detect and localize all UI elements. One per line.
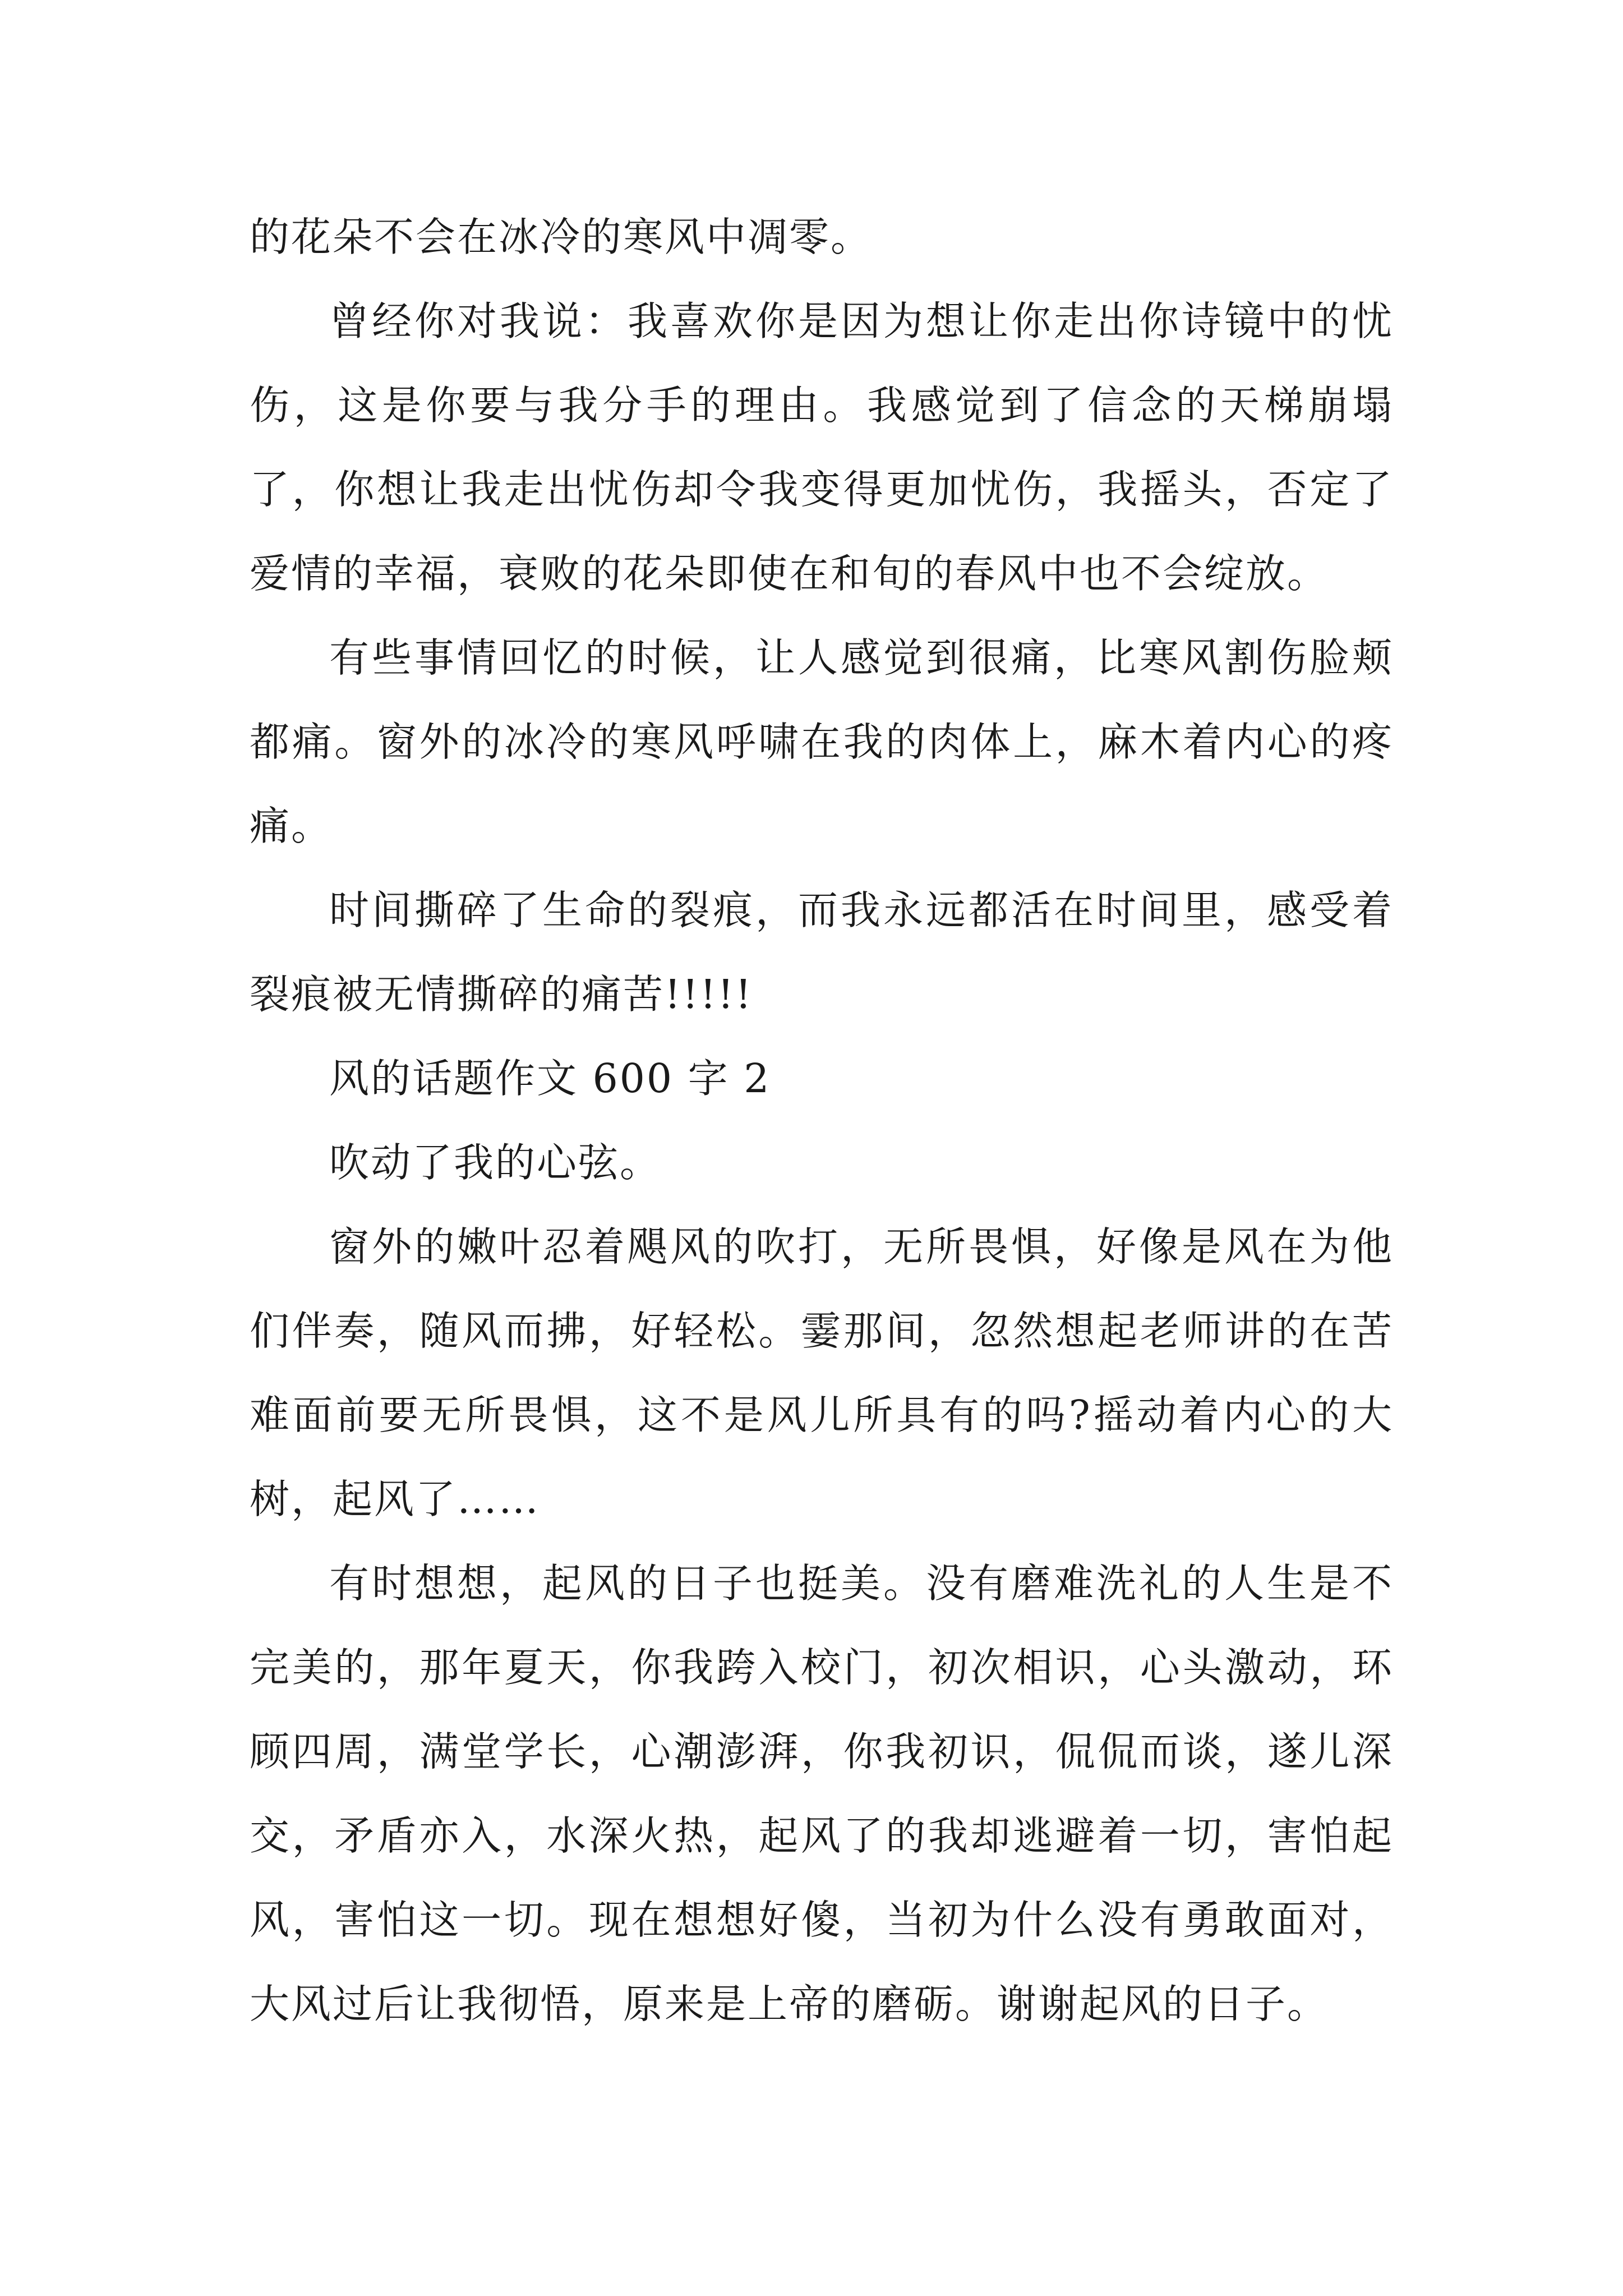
paragraph-7: 有时想想，起风的日子也挺美。没有磨难洗礼的人生是不完美的，那年夏天，你我跨入校门，初次相识，心头激动，环顾四周，满堂学长，心潮澎湃，你我初识，侃侃而谈，遂儿深交，矛盾亦入，水深火热，起风了的我却逃避着一切，害怕起风，害怕这一切。现在想想好傻，当初为什么没有勇敢面对，大风过后让我彻悟，原来是上帝的磨砺。谢谢起风的日子。 xyxy=(250,1560,1394,2027)
document-body xyxy=(250,195,1394,2046)
paragraph-4: 时间撕碎了生命的裂痕，而我永远都活在时间里，感受着裂痕被无情撕碎的痛苦!!!!! xyxy=(250,887,1394,1018)
section-heading: 风的话题作文 600 字 2 xyxy=(329,1055,771,1102)
paragraph-2: 曾经你对我说：我喜欢你是因为想让你走出你诗镜中的忧伤，这是你要与我分手的理由。我感觉到了信念的天梯崩塌了，你想让我走出忧伤却令我变得更加忧伤，我摇头，否定了爱情的幸福，衰败的花朵即使在和旬的春风中也不会绽放。 xyxy=(250,298,1394,597)
paragraph-5: 吹动了我的心弦。 xyxy=(329,1139,662,1186)
paragraph-3: 有些事情回忆的时候，让人感觉到很痛，比寒风割伤脸颊都痛。窗外的冰冷的寒风呼啸在我的肉体上，麻木着内心的疼痛。 xyxy=(250,634,1394,849)
paragraph-1: 的花朵不会在冰冷的寒风中凋零。 xyxy=(250,214,873,260)
paragraph-6: 窗外的嫩叶忍着飓风的吹打，无所畏惧，好像是风在为他们伴奏，随风而拂，好轻松。霎那间，忽然想起老师讲的在苦难面前要无所畏惧，这不是风儿所具有的吗?摇动着内心的大树，起风了…… xyxy=(250,1223,1394,1522)
